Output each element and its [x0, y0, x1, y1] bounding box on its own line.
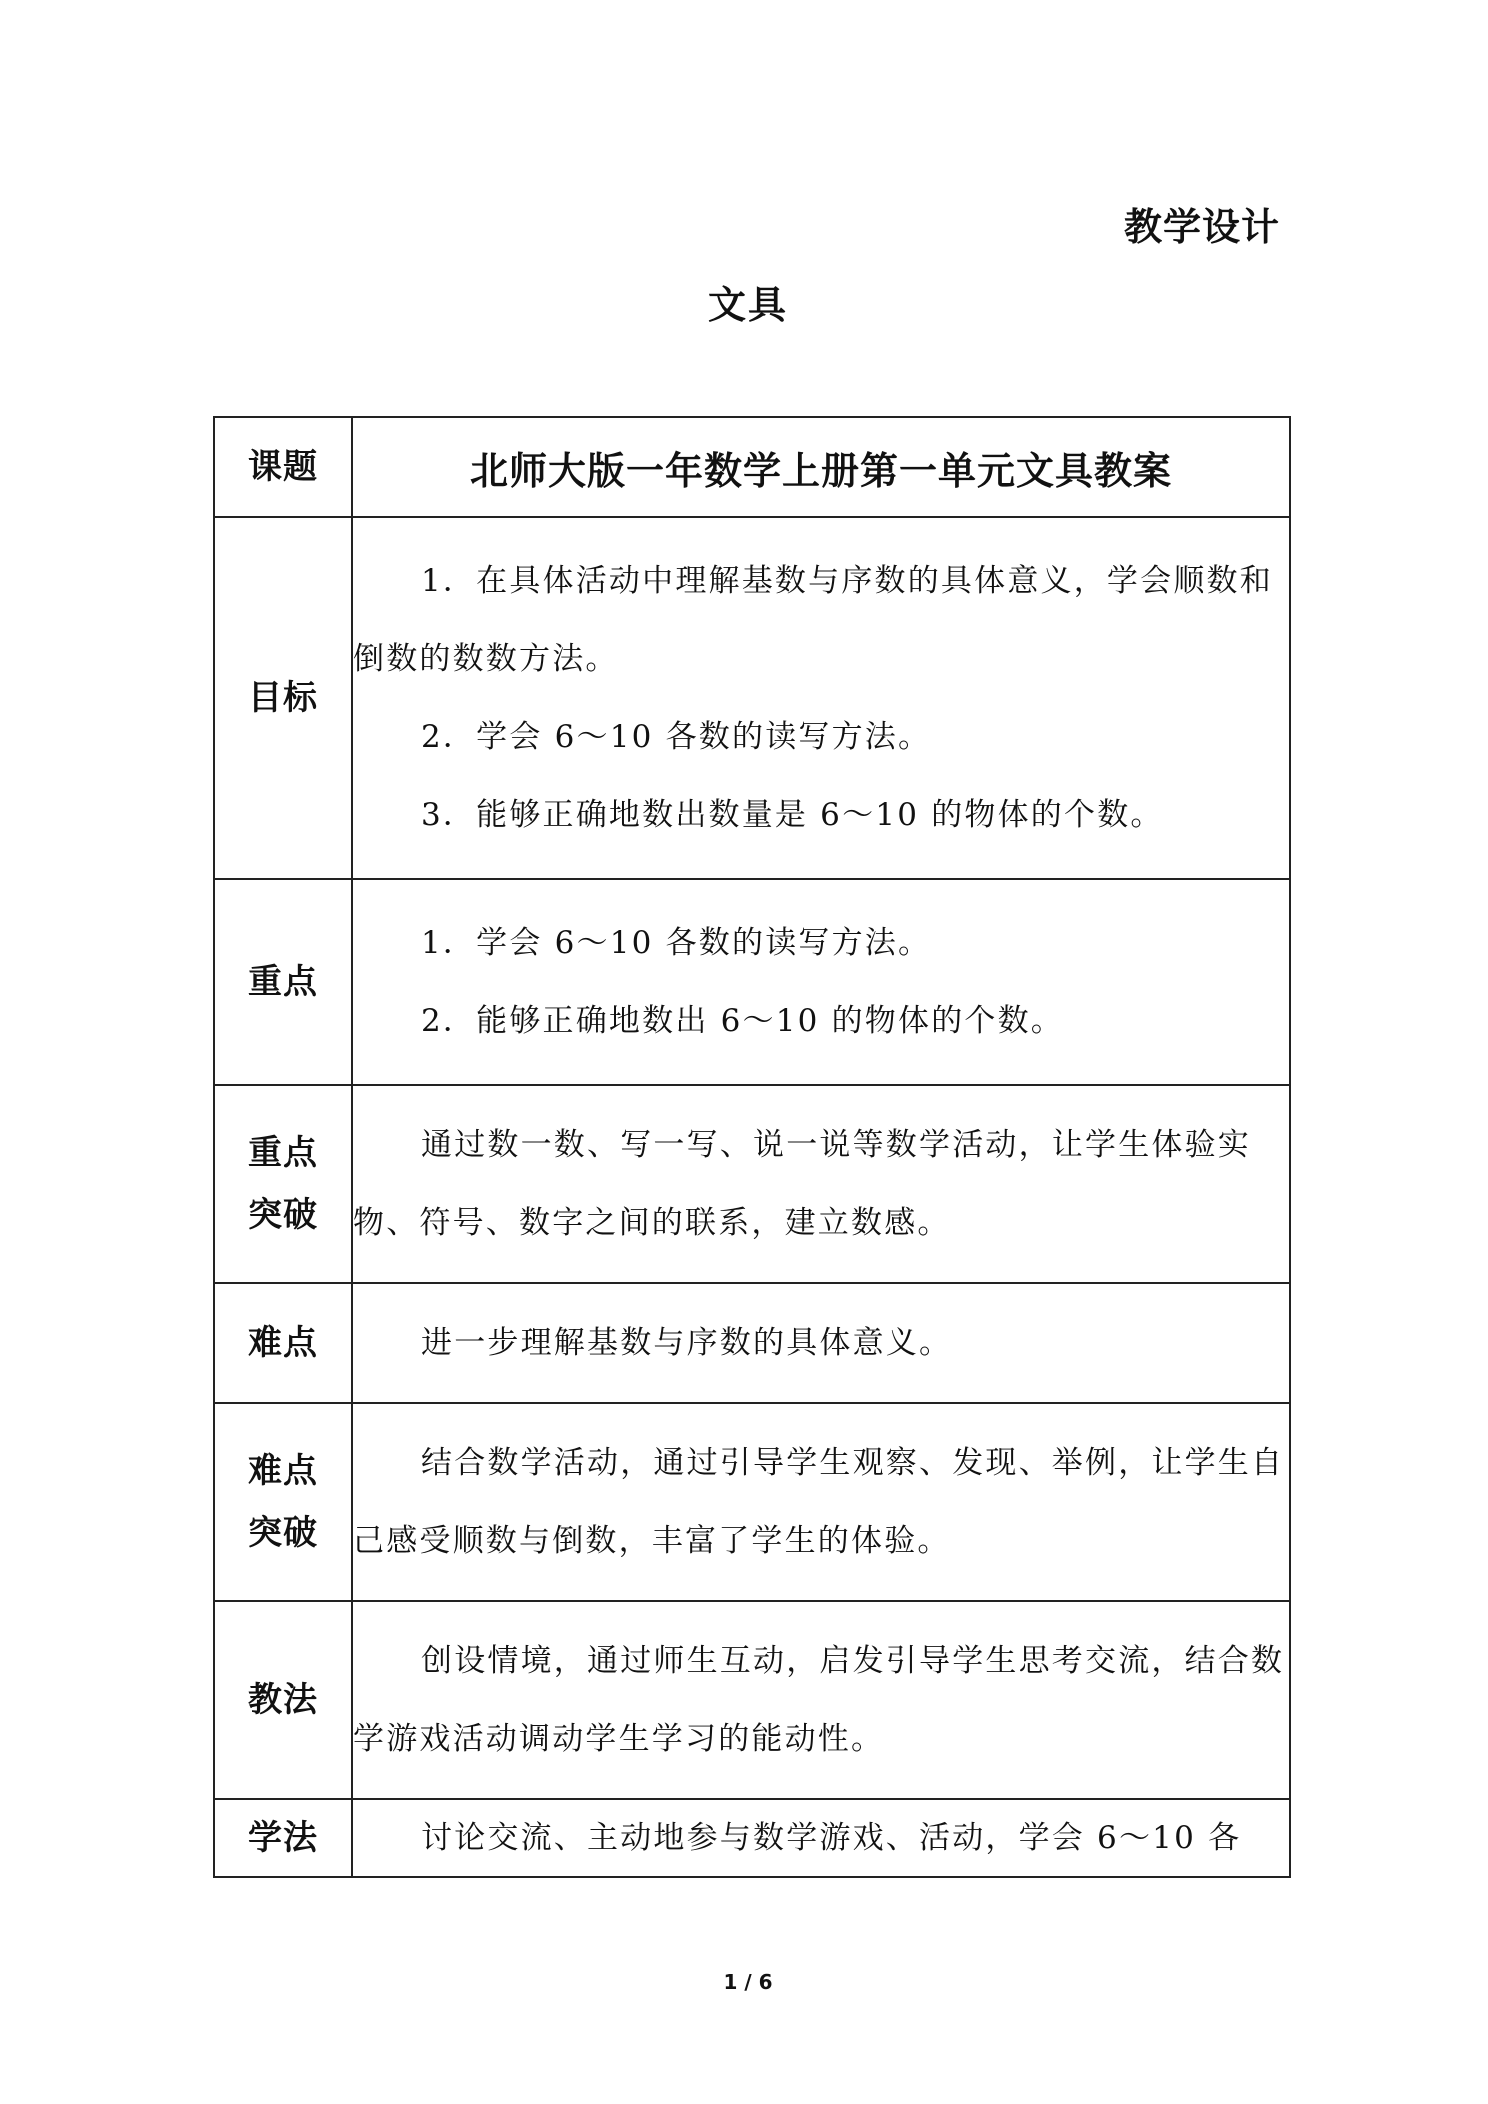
objective-item: 1．在具体活动中理解基数与序数的具体意义，学会顺数和倒数的数数方法。: [353, 563, 1273, 677]
lesson-title: 文具: [707, 283, 788, 327]
table-row-objectives: [214, 517, 1290, 879]
key-point-item: 2．能够正确地数出 6～10 的物体的个数。: [421, 1003, 1064, 1039]
row-label-learning-method: 学法: [214, 1799, 352, 1877]
page-header-label: 教学设计: [1124, 205, 1281, 249]
difficulty-breakthrough-content: [352, 1403, 1290, 1601]
teaching-method-text: 创设情境，通过师生互动，启发引导学生思考交流，结合数学游戏活动调动学生学习的能动性。: [353, 1643, 1285, 1757]
objectives-content: [352, 517, 1290, 879]
difficulty-content: [352, 1283, 1290, 1403]
row-label-difficulty: 难点: [214, 1283, 352, 1403]
learning-method-content: [352, 1799, 1290, 1877]
label-line: 重点: [248, 1133, 318, 1173]
row-label-teaching-method: 教法: [214, 1601, 352, 1799]
row-label-objectives: 目标: [214, 517, 352, 879]
label-line: 突破: [248, 1195, 318, 1235]
objective-item: 2．学会 6～10 各数的读写方法。: [421, 719, 932, 755]
difficulty-text: 进一步理解基数与序数的具体意义。: [421, 1325, 953, 1361]
table-row-title: [214, 417, 1290, 517]
table-row-difficulty-breakthrough: [214, 1403, 1290, 1601]
page-number: 1 / 6: [723, 1970, 773, 1994]
learning-method-text: 讨论交流、主动地参与数学游戏、活动，学会 6～10 各: [421, 1820, 1242, 1856]
row-label-key-breakthrough: [214, 1085, 352, 1283]
key-point-item: 1．学会 6～10 各数的读写方法。: [421, 925, 932, 961]
lesson-plan-table: [213, 416, 1291, 1878]
key-breakthrough-content: [352, 1085, 1290, 1283]
teaching-method-content: [352, 1601, 1290, 1799]
table-row-difficulty: [214, 1283, 1290, 1403]
row-label-difficulty-breakthrough: [214, 1403, 352, 1601]
table-row-learning-method: [214, 1799, 1290, 1877]
course-title-value: 北师大版一年数学上册第一单元文具教案: [352, 417, 1290, 517]
label-line: 突破: [248, 1513, 318, 1553]
row-label-key-points: 重点: [214, 879, 352, 1085]
table-row-key-points: [214, 879, 1290, 1085]
label-line: 难点: [248, 1451, 318, 1491]
table-row-teaching-method: [214, 1601, 1290, 1799]
key-points-content: [352, 879, 1290, 1085]
row-label-title: 课题: [214, 417, 352, 517]
objective-item: 3．能够正确地数出数量是 6～10 的物体的个数。: [421, 797, 1164, 833]
table-row-key-breakthrough: [214, 1085, 1290, 1283]
key-breakthrough-text: 通过数一数、写一写、说一说等数学活动，让学生体验实物、符号、数字之间的联系，建立数感。: [353, 1127, 1251, 1241]
difficulty-breakthrough-text: 结合数学活动，通过引导学生观察、发现、举例，让学生自己感受顺数与倒数，丰富了学生的体验。: [353, 1445, 1285, 1559]
